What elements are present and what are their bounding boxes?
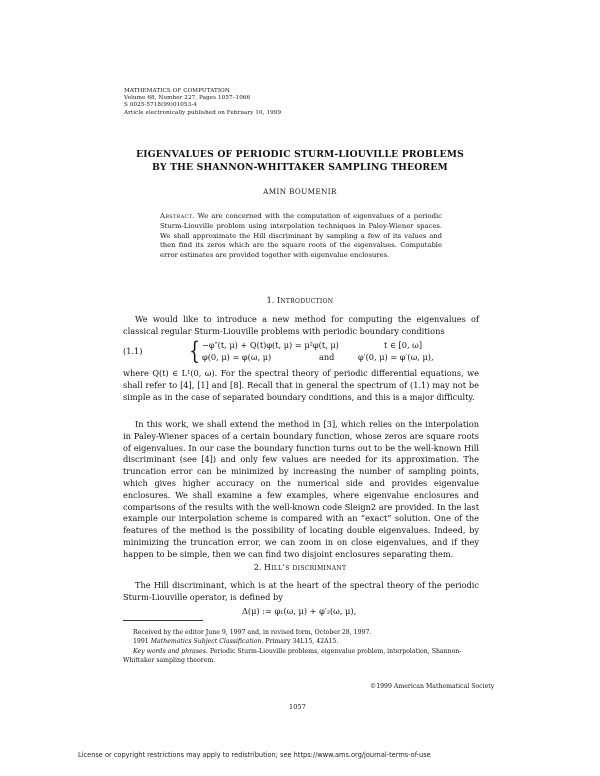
title-line-1: EIGENVALUES OF PERIODIC STURM-LIOUVILLE PROBLEMS: [136, 149, 464, 160]
section-2-number: 2.: [253, 563, 262, 572]
intro-paragraph-2: where Q(t) ∈ L¹(0, ω). For the spectral theory of periodic differential equations, we shall refer to [4], [1] and [8]. Recall that in general the spectrum of (1.1) may not be simple as in the case of separated boundary conditions, and this is a major difficulty.: [123, 368, 479, 402]
section-1-title: Introduction: [276, 296, 334, 305]
msc-text: Primary 34L15, 42A15.: [265, 638, 339, 646]
journal-name: MATHEMATICS OF COMPUTATION: [124, 88, 230, 94]
equation-brace: {: [189, 337, 200, 365]
issn-line: S 0025-5718(99)01053-4: [124, 102, 197, 109]
section-1-number: 1.: [266, 296, 275, 305]
footnote-keywords: [123, 647, 479, 666]
equation-line-2-and: and: [319, 352, 335, 362]
equation-label: (1.1): [123, 346, 143, 356]
footnote-received: Received by the editor June 9, 1997 and, in revised form, October 28, 1997.: [133, 629, 372, 636]
copyright-notice: ©1999 American Mathematical Society: [370, 683, 495, 690]
section-2-heading: [100, 563, 500, 572]
abstract: [160, 212, 442, 261]
keywords-text: Periodic Sturm-Liouville problems, eigenvalue problem, interpolation, Shannon-Whittaker sampling theorem.: [123, 647, 462, 665]
title-line-2: BY THE SHANNON-WHITTAKER SAMPLING THEOREM: [152, 162, 448, 173]
footnotes: [123, 628, 479, 666]
intro-paragraph-3: In this work, we shall extend the method in [3], which relies on the interpolation in Paley-Wiener spaces of a certain boundary function, whose zeros are square roots of eigenvalues. In our case the boundary function turns out to be the well-known Hill discriminant (see [4]) and only few values are needed for its approximation. The truncation error can be minimized by increasing the number of sampling points, which gives higher accuracy on the numerical side and provides eigenvalue enclosures. We shall examine a few examples, where eigenvalue enclosures and comparisons of the results with the well-known code Sleign2 are provided. In the last example our interpolation scheme is compared with an “exact” solution. One of the features of the method is the possibility of locating double eigenvalues. Indeed, by minimizing the truncation error, we can zoom in on close eigenvalues, and if they happen to be simple, then we can find two disjoint enclosures separating them.: [123, 419, 479, 559]
equation-line-2a: φ(0, μ) = φ(ω, μ): [202, 352, 272, 362]
volume-line: Volume 68, Number 227, Pages 1057–1066: [124, 95, 251, 102]
equation-line-1: −φ″(t, μ) + Q(t)φ(t, μ) = μ²φ(t, μ): [202, 340, 339, 350]
footnote-rule: [123, 620, 203, 621]
section-1-heading: [100, 296, 500, 305]
published-line: Article electronically published on February 10, 1999: [124, 109, 282, 116]
msc-year: 1991: [133, 638, 149, 646]
footnote-msc: [123, 637, 479, 646]
journal-header: [124, 88, 281, 117]
page-number: 1057: [289, 703, 306, 711]
section-2-title: Hill’s discriminant: [263, 563, 347, 572]
license-notice: License or copyright restrictions may apply to redistribution; see https://www.ams.org/journal-terms-of-use: [78, 751, 431, 759]
abstract-label: Abstract.: [160, 212, 195, 220]
equation-line-2b: φ′(0, μ) = φ′(ω, μ),: [358, 352, 434, 362]
paper-title: [100, 148, 500, 174]
equation-line-1-condition: t ∈ [0, ω]: [384, 340, 423, 350]
author: AMIN BOUMENIR: [263, 187, 337, 196]
keywords-label: Key words and phrases.: [133, 647, 208, 655]
abstract-text: We are concerned with the computation of eigenvalues of a periodic Sturm-Liouville problem using interpolation techniques in Paley-Wiener spaces. We shall approximate the Hill discriminant by sampling a few of its values and then find its zeros which are the square roots of the eigenvalues. Computable error estimates are provided together with eigenvalue enclosures.: [160, 212, 442, 260]
hill-paragraph: The Hill discriminant, which is at the heart of the spectral theory of the periodic Sturm-Liouville operator, is defined by: [123, 580, 479, 602]
intro-paragraph-1: We would like to introduce a new method for computing the eigenvalues of classical regular Sturm-Liouville problems with periodic boundary conditions: [123, 314, 479, 336]
hill-equation: Δ(μ) := φ₁(ω, μ) + φ′₂(ω, μ),: [242, 606, 357, 616]
msc-label: Mathematics Subject Classification.: [150, 638, 264, 646]
